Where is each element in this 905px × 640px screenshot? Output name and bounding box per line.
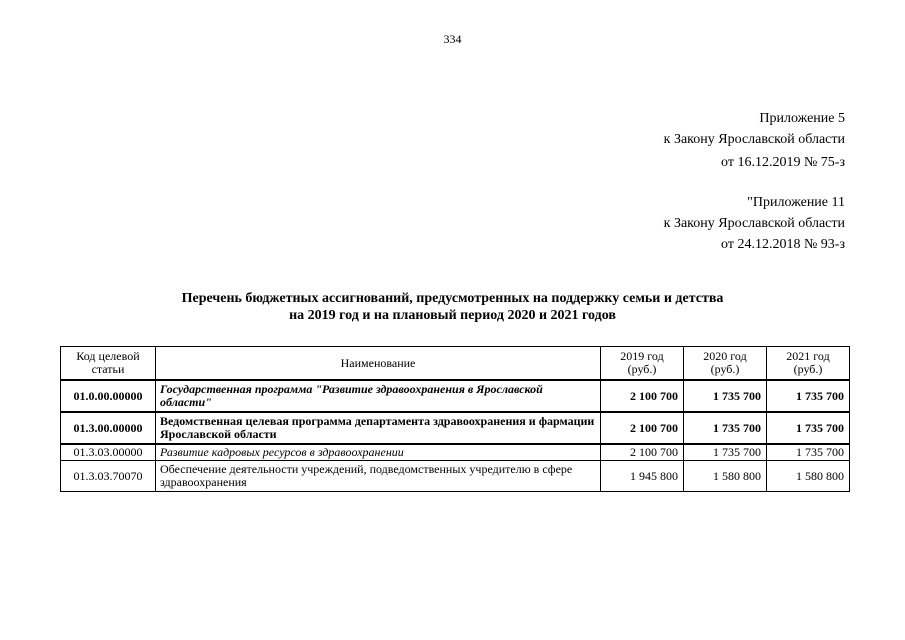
row-name: Ведомственная целевая программа департамента здравоохранения и фармации Ярославской области [156,412,601,444]
row-2019: 2 100 700 [601,412,684,444]
header-name: Наименование [156,347,601,381]
appendix-current-title: Приложение 5 [759,111,845,126]
table-row [61,444,850,461]
table-row [61,412,850,444]
row-2021: 1 580 800 [767,461,850,492]
row-2021: 1 735 700 [767,444,850,461]
appendix-current-date: от 16.12.2019 № 75-з [721,155,845,170]
row-name: Обеспечение деятельности учреждений, подведомственных учредителю в сфере здравоохранения [156,461,601,492]
appendix-amended [664,192,845,255]
document-title [0,290,905,324]
row-name: Развитие кадровых ресурсов в здравоохранении [156,444,601,461]
table-row [61,461,850,492]
row-2020: 1 735 700 [684,380,767,412]
header-2020: 2020 год (руб.) [684,347,767,381]
row-2020: 1 735 700 [684,412,767,444]
row-2019: 2 100 700 [601,380,684,412]
table-row [61,380,850,412]
header-2021: 2021 год (руб.) [767,347,850,381]
header-2019: 2019 год (руб.) [601,347,684,381]
row-2021: 1 735 700 [767,380,850,412]
document-title-line-1: Перечень бюджетных ассигнований, предусмотренных на поддержку семьи и детства [181,291,724,306]
row-code: 01.0.00.00000 [61,380,156,412]
table-header-row [61,347,850,381]
row-2019: 1 945 800 [601,461,684,492]
appendix-current-law: к Закону Ярославской области [663,132,845,147]
appendix-current [664,108,845,173]
header-code: Код целевой статьи [61,347,156,381]
row-2019: 2 100 700 [601,444,684,461]
appendix-amended-date: от 24.12.2018 № 93-з [721,237,845,252]
row-2021: 1 735 700 [767,412,850,444]
budget-table [60,346,850,492]
row-code: 01.3.03.70070 [61,461,156,492]
appendix-amended-title: "Приложение 11 [747,195,845,210]
row-2020: 1 735 700 [684,444,767,461]
row-2020: 1 580 800 [684,461,767,492]
page-number: 334 [443,32,462,46]
row-name: Государственная программа "Развитие здравоохранения в Ярославской области" [156,380,601,412]
document-title-line-2: на 2019 год и на плановый период 2020 и 2021 годов [289,308,616,323]
appendix-amended-law: к Закону Ярославской области [663,216,845,231]
row-code: 01.3.03.00000 [61,444,156,461]
row-code: 01.3.00.00000 [61,412,156,444]
